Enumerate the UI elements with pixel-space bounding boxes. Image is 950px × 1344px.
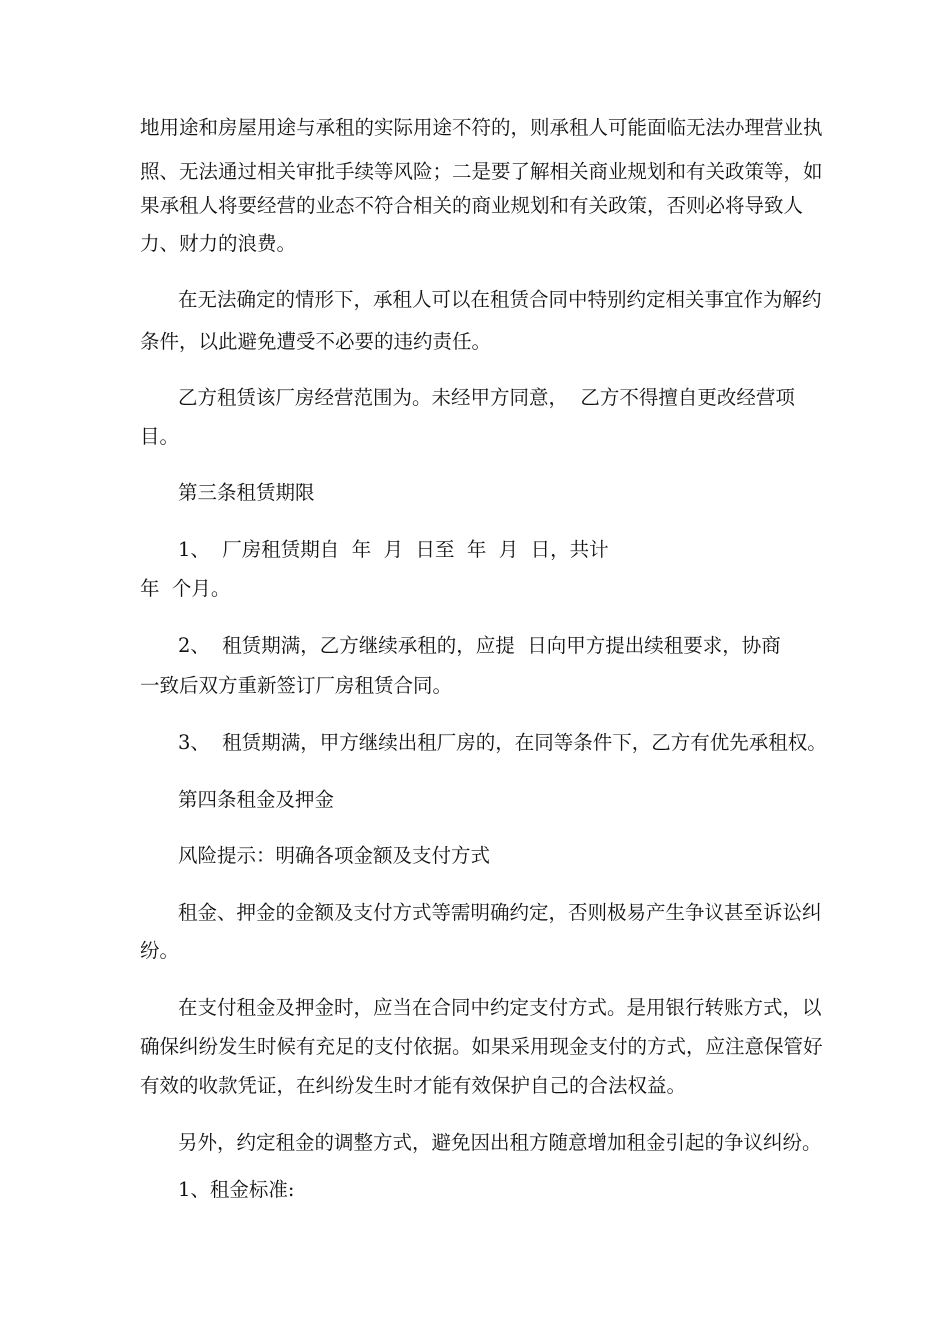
text-line: 1、租金标准: — [178, 1178, 295, 1201]
text-line: 另外，约定租金的调整方式，避免因出租方随意增加租金引起的争议纠纷。 — [178, 1131, 822, 1154]
text-line: 照、无法通过相关审批手续等风险；二是要了解相关商业规划和有关政策等，如 — [140, 160, 823, 183]
text-line: 2、 租赁期满，乙方继续承租的，应提 日向甲方提出续租要求，协商 — [178, 634, 781, 657]
text-line: 在支付租金及押金时，应当在合同中约定支付方式。是用银行转账方式，以 — [178, 996, 822, 1019]
text-line: 地用途和房屋用途与承租的实际用途不符的，则承租人可能面临无法办理营业执 — [140, 116, 823, 139]
text-line: 3、 租赁期满，甲方继续出租厂房的，在同等条件下，乙方有优先承租权。 — [178, 731, 827, 754]
section-heading: 第三条租赁期限 — [178, 481, 315, 504]
text-line: 年 个月。 — [140, 577, 231, 600]
text-line: 在无法确定的情形下，承租人可以在租赁合同中特别约定相关事宜作为解约 — [178, 288, 822, 311]
section-heading: 第四条租金及押金 — [178, 788, 335, 811]
text-line: 纷。 — [140, 939, 180, 962]
text-line: 乙方租赁该厂房经营范围为。未经甲方同意， 乙方不得擅自更改经营项 — [178, 386, 795, 409]
text-line: 条件，以此避免遭受不必要的违约责任。 — [140, 330, 492, 353]
text-line: 1、 厂房租赁期自 年 月 日至 年 月 日，共计 — [178, 538, 609, 561]
text-line: 租金、押金的金额及支付方式等需明确约定，否则极易产生争议甚至诉讼纠 — [178, 901, 822, 924]
text-line: 目。 — [140, 425, 180, 448]
text-line: 一致后双方重新签订厂房租赁合同。 — [140, 674, 453, 697]
text-line: 力、财力的浪费。 — [140, 232, 297, 255]
text-line: 有效的收款凭证，在纠纷发生时才能有效保护自己的合法权益。 — [140, 1074, 687, 1097]
text-line: 果承租人将要经营的业态不符合相关的商业规划和有关政策，否则必将导致人 — [140, 194, 804, 217]
text-line: 确保纠纷发生时候有充足的支付依据。如果采用现金支付的方式，应注意保管好 — [140, 1035, 823, 1058]
text-line: 风险提示：明确各项金额及支付方式 — [178, 844, 491, 867]
